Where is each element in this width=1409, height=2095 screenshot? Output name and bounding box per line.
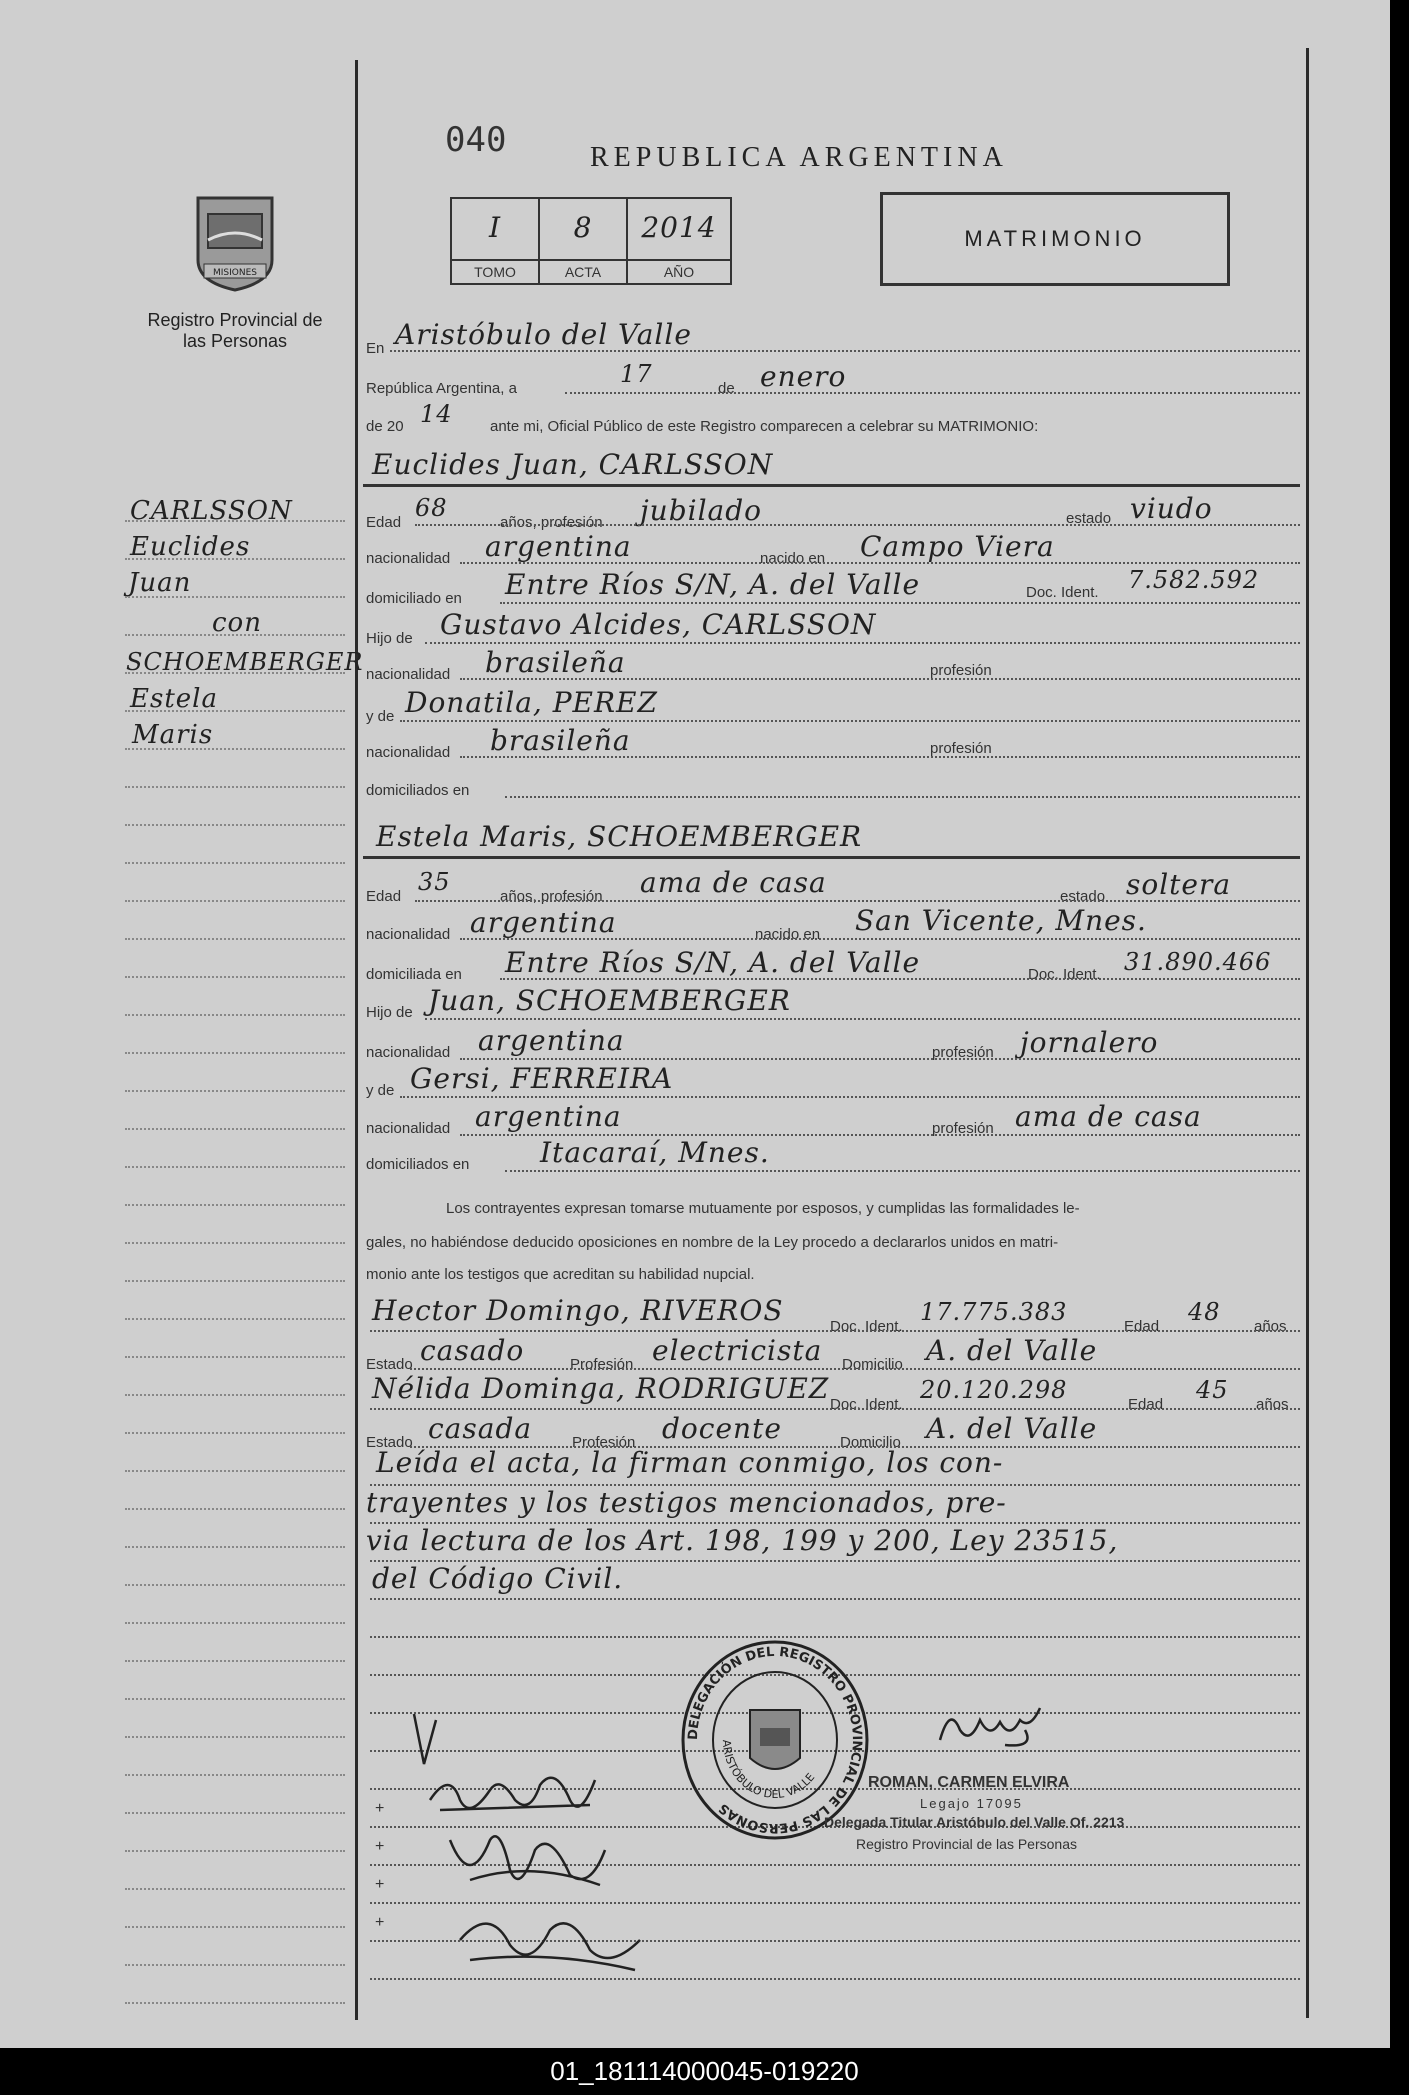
bride-mother-profession: ama de casa <box>1015 1100 1202 1133</box>
margin-rule <box>125 1242 345 1244</box>
acta-value: 8 <box>573 211 593 244</box>
groom-domicile: Entre Ríos S/N, A. del Valle <box>505 568 921 601</box>
margin-rule <box>125 1470 345 1472</box>
act-type-box <box>880 192 1230 286</box>
groom-age-label: Edad <box>366 514 402 531</box>
signature-bride <box>440 1820 610 1905</box>
witness1-state-label: Estado <box>366 1356 413 1373</box>
margin-rule <box>125 1736 345 1738</box>
acta-cell <box>538 197 628 285</box>
margin-rule <box>125 672 345 674</box>
signature-witnesses <box>450 1900 650 1985</box>
bride-mother-nat-label: nacionalidad <box>366 1120 451 1137</box>
margin-rule <box>125 1204 345 1206</box>
bride-father-prof-label: profesión <box>932 1044 994 1061</box>
bride-mother-nationality: argentina <box>475 1100 622 1133</box>
country-title: REPUBLICA ARGENTINA <box>590 142 1008 173</box>
margin-note-2: Euclides <box>130 532 251 562</box>
witness2-age-label: Edad <box>1128 1396 1164 1413</box>
closing-line-1: Leída el acta, la firman conmigo, los con- <box>376 1446 1004 1479</box>
margin-rule <box>125 1964 345 1966</box>
witness1-age-label: Edad <box>1124 1318 1160 1335</box>
witness2-state-label: Estado <box>366 1434 413 1451</box>
witness2-dom-label: Domicilio <box>840 1434 901 1451</box>
bride-parents-domicile: Itacaraí, Mnes. <box>540 1136 770 1169</box>
witness2-name: Nélida Dominga, RODRIGUEZ <box>372 1372 830 1405</box>
anio-cell <box>626 197 732 285</box>
official-name: ROMAN, CARMEN ELVIRA <box>868 1774 1070 1791</box>
bride-dom-label: domiciliada en <box>366 966 462 983</box>
anio-value: 2014 <box>641 211 717 244</box>
groom-state: viudo <box>1130 492 1213 525</box>
formula-line-3: monio ante los testigos que acreditan su habilidad nupcial. <box>366 1266 755 1283</box>
witness1-prof-label: Profesión <box>570 1356 634 1373</box>
witness2-state: casada <box>428 1412 533 1445</box>
margin-rule <box>125 596 345 598</box>
groom-name: Euclides Juan, CARLSSON <box>372 448 774 481</box>
margin-rule <box>125 976 345 978</box>
seal-inner-text: ARISTÓBULO DEL VALLE <box>719 1739 818 1802</box>
blank-rule <box>370 1636 1300 1638</box>
margin-rule <box>125 1812 345 1814</box>
registry-office-name: Registro Provincial de las Personas <box>147 310 323 351</box>
de-label: de <box>718 380 735 397</box>
margin-rule <box>125 1090 345 1092</box>
bride-state: soltera <box>1126 868 1232 901</box>
act-type: MATRIMONIO <box>964 226 1146 251</box>
witness2-age: 45 <box>1196 1376 1229 1404</box>
acta-label: ACTA <box>540 259 626 283</box>
margin-rule <box>125 1318 345 1320</box>
margin-note-7: Maris <box>132 720 214 750</box>
groom-father: Gustavo Alcides, CARLSSON <box>440 608 877 641</box>
closing-line-4: del Código Civil. <box>372 1562 624 1595</box>
bride-doc-label: Doc. Ident. <box>1028 966 1101 983</box>
margin-rule <box>125 1926 345 1928</box>
witness2-years-label: años <box>1256 1396 1289 1413</box>
margin-rule <box>125 938 345 940</box>
formula-line-1: Los contrayentes expresan tomarse mutuamente por esposos, y cumplidas las formalidades le- <box>446 1200 1080 1217</box>
margin-rule <box>125 1432 345 1434</box>
blank-rule <box>370 1598 1300 1600</box>
left-margin-rule <box>355 60 358 2020</box>
witness1-profession: electricista <box>652 1334 823 1367</box>
margin-note-4: con <box>212 608 262 638</box>
bride-doc: 31.890.466 <box>1124 948 1272 976</box>
seal-ring-text: DELEGACIÓN DEL REGISTRO PROVINCIAL DE LAS PERSONAS <box>685 1644 865 1836</box>
margin-rule <box>125 862 345 864</box>
witness2-prof-label: Profesión <box>572 1434 636 1451</box>
margin-rule <box>125 2002 345 2004</box>
groom-born-label: nacido en <box>760 550 826 567</box>
tomo-value: I <box>488 211 502 244</box>
margin-rule <box>125 1508 345 1510</box>
groom-mother-nationality: brasileña <box>490 724 631 757</box>
tomo-label: TOMO <box>452 259 538 283</box>
groom-mother-nat-label: nacionalidad <box>366 744 451 761</box>
margin-rule <box>125 1128 345 1130</box>
margin-note-3: Juan <box>128 568 192 598</box>
margin-rule <box>125 786 345 788</box>
official-signature <box>935 1700 1045 1755</box>
official-role: Delegada Titular Aristóbulo del Valle Of. 2213 <box>824 1814 1125 1830</box>
bride-nat-label: nacionalidad <box>366 926 451 943</box>
bride-born: San Vicente, Mnes. <box>855 904 1147 937</box>
groom-mother: Donatila, PEREZ <box>405 686 658 719</box>
margin-rule <box>125 634 345 636</box>
witness1-domicile: A. del Valle <box>926 1334 1098 1367</box>
margin-note-5: SCHOEMBERGER <box>126 648 364 676</box>
folio-number: 040 <box>445 120 507 160</box>
intro-text: ante mi, Oficial Público de este Registro comparecen a celebrar su MATRIMONIO: <box>490 418 1039 435</box>
groom-nationality: argentina <box>485 530 632 563</box>
groom-father-label: Hijo de <box>366 630 413 647</box>
bride-state-label: estado <box>1060 888 1106 905</box>
year-suffix: 14 <box>420 400 453 428</box>
tomo-cell <box>450 197 540 285</box>
closing-line-3: via lectura de los Art. 198, 199 y 200, Ley 23515, <box>366 1524 1119 1557</box>
margin-rule <box>125 1546 345 1548</box>
republic-label: República Argentina, a <box>366 380 517 397</box>
official-legajo: Legajo 17095 <box>920 1796 1023 1811</box>
groom-born: Campo Viera <box>860 530 1055 563</box>
bride-father-nat-label: nacionalidad <box>366 1044 451 1061</box>
groom-doc: 7.582.592 <box>1128 566 1260 594</box>
groom-prof-label: años, profesión <box>500 514 603 531</box>
groom-father-prof-label: profesión <box>930 662 992 679</box>
witness2-doc: 20.120.298 <box>920 1376 1068 1404</box>
logo-text: MISIONES <box>212 268 258 278</box>
year-prefix: de 20 <box>366 418 404 435</box>
margin-rule <box>125 748 345 750</box>
witness1-doc-label: Doc. Ident. <box>830 1318 903 1335</box>
bride-mother: Gersi, FERREIRA <box>410 1062 674 1095</box>
file-id-caption: 01_181114000045-019220 <box>550 2056 859 2086</box>
margin-rule <box>125 1394 345 1396</box>
margin-rule <box>125 1660 345 1662</box>
margin-rule <box>125 1698 345 1700</box>
registry-seal <box>680 1640 870 1840</box>
margin-rule <box>125 1622 345 1624</box>
bride-name: Estela Maris, SCHOEMBERGER <box>376 820 863 853</box>
bride-mother-label: y de <box>366 1082 395 1099</box>
official-office: Registro Provincial de las Personas <box>856 1836 1077 1852</box>
anio-label: AÑO <box>628 259 730 283</box>
bride-nationality: argentina <box>470 906 617 939</box>
witness2-profession: docente <box>662 1412 782 1445</box>
bride-parents-dom-label: domiciliados en <box>366 1156 470 1173</box>
bride-father-profession: jornalero <box>1020 1026 1159 1059</box>
place-value: Aristóbulo del Valle <box>395 318 692 351</box>
margin-rule <box>125 1014 345 1016</box>
witness2-domicile: A. del Valle <box>926 1412 1098 1445</box>
groom-profession: jubilado <box>640 494 763 527</box>
witness1-age: 48 <box>1188 1298 1221 1326</box>
witness1-years-label: años <box>1254 1318 1287 1335</box>
misiones-logo <box>190 190 280 294</box>
margin-rule <box>125 900 345 902</box>
groom-age: 68 <box>415 494 448 522</box>
witness1-name: Hector Domingo, RIVEROS <box>372 1294 784 1327</box>
groom-father-nat-label: nacionalidad <box>366 666 451 683</box>
day-value: 17 <box>620 360 653 388</box>
margin-note-6: Estela <box>130 684 218 714</box>
margin-rule <box>125 1850 345 1852</box>
groom-dom-label: domiciliado en <box>366 590 462 607</box>
bride-father-nationality: argentina <box>478 1024 625 1057</box>
en-label: En <box>366 340 385 357</box>
margin-rule <box>125 1280 345 1282</box>
witness1-doc: 17.775.383 <box>920 1298 1068 1326</box>
witness1-state: casado <box>420 1334 525 1367</box>
month-value: enero <box>760 360 847 393</box>
margin-rule <box>125 710 345 712</box>
margin-rule <box>125 1774 345 1776</box>
bride-father: Juan, SCHOEMBERGER <box>428 984 791 1017</box>
groom-mother-label: y de <box>366 708 395 725</box>
bride-prof-label: años, profesión <box>500 888 603 905</box>
margin-rule <box>125 1888 345 1890</box>
bride-born-label: nacido en <box>755 926 821 943</box>
margin-note-1: CARLSSON <box>130 496 293 526</box>
bride-father-label: Hijo de <box>366 1004 413 1021</box>
bride-mother-prof-label: profesión <box>932 1120 994 1137</box>
margin-rule <box>125 520 345 522</box>
witness1-dom-label: Domicilio <box>842 1356 903 1373</box>
groom-mother-prof-label: profesión <box>930 740 992 757</box>
margin-rule <box>125 1052 345 1054</box>
witness2-doc-label: Doc. Ident. <box>830 1396 903 1413</box>
signature-crosses: + + + + <box>375 1800 385 1931</box>
bride-domicile: Entre Ríos S/N, A. del Valle <box>505 946 921 979</box>
groom-state-label: estado <box>1066 510 1112 527</box>
margin-rule <box>125 1584 345 1586</box>
margin-rule <box>125 1356 345 1358</box>
groom-father-nationality: brasileña <box>485 646 626 679</box>
right-margin-rule <box>1306 48 1309 2018</box>
margin-rule <box>125 1166 345 1168</box>
groom-nat-label: nacionalidad <box>366 550 451 567</box>
bride-profession: ama de casa <box>640 866 827 899</box>
formula-line-2: gales, no habiéndose deducido oposiciones en nombre de la Ley procedo a declararlos unidos en matri- <box>366 1234 1059 1251</box>
bride-age-label: Edad <box>366 888 402 905</box>
margin-rule <box>125 824 345 826</box>
groom-parents-dom-label: domiciliados en <box>366 782 470 799</box>
margin-rule <box>125 558 345 560</box>
bride-age: 35 <box>418 868 451 896</box>
groom-doc-label: Doc. Ident. <box>1026 584 1099 601</box>
closing-line-2: trayentes y los testigos mencionados, pre- <box>366 1486 1007 1519</box>
